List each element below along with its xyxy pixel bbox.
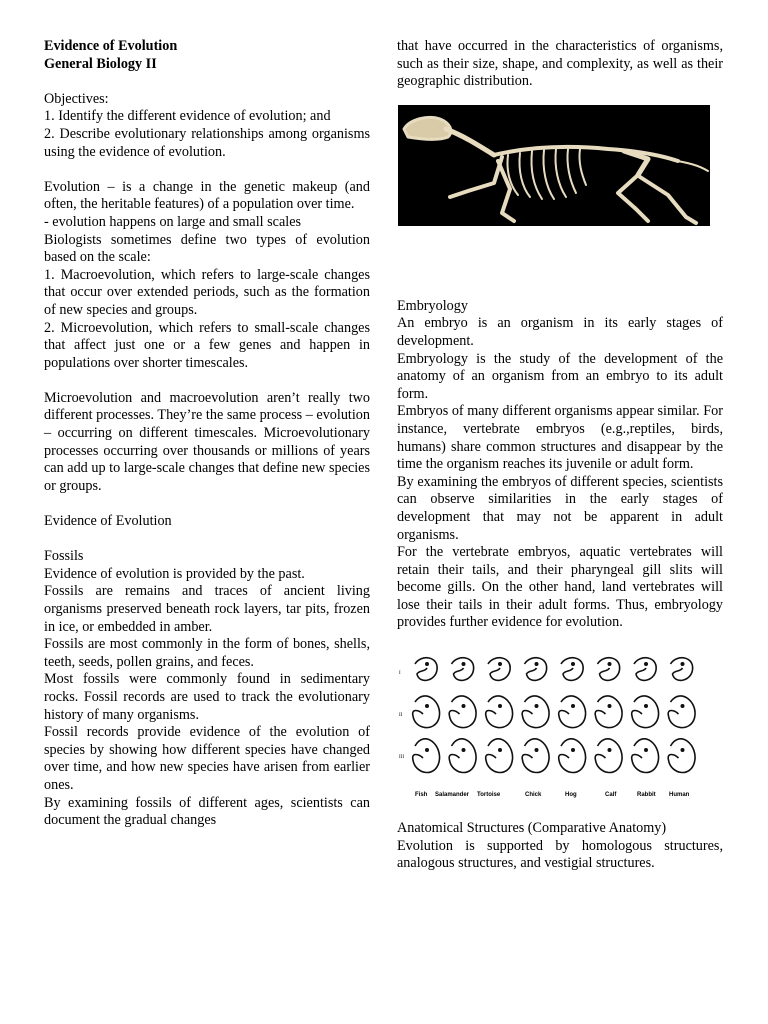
embryo-eye [608, 662, 612, 666]
embryo-species-label-tortoise: Tortoise [477, 792, 501, 799]
embryo-eye [498, 662, 502, 666]
embryo-sketch [671, 658, 693, 681]
embryo-sketch [632, 739, 659, 773]
embryo-eye [498, 704, 502, 708]
embryology-paragraph-3: Embryos of many different organisms appear similar. For instance, vertebrate embryos (e.g.,reptiles, birds, humans) share common structures and disappear by the time the organism reaches its juvenile or adult form. [397, 403, 723, 473]
embryo-sketch [449, 739, 476, 773]
embryo-eye [498, 748, 502, 752]
embryo-sketch [634, 658, 656, 681]
evidence-heading: Evidence of Evolution [44, 513, 172, 530]
embryology-paragraph-5: For the vertebrate embryos, aquatic vertebrates will retain their tails, and their pharyngeal gill slits will become gills. On the other hand, land vertebrates will lose their tails in their adult forms. Thus, embryology provides further evidence for evolution. [397, 544, 723, 631]
macroevolution-paragraph: 1. Macroevolution, which refers to large-scale changes that occur over extended periods, such as the formation of new species and groups. [44, 266, 370, 318]
embryo-row-label-1: I [399, 671, 401, 677]
embryo-species-label-rabbit: Rabbit [637, 792, 656, 799]
embryo-eye [644, 704, 648, 708]
anatomy-paragraph-1: Evolution is supported by homologous structures, analogous structures, and vestigial structures. [397, 837, 723, 872]
embryo-sketch [559, 696, 586, 728]
objective-2: 2. Describe evolutionary relationships among organisms using the evidence of evolution. [44, 125, 370, 160]
objective-1: 1. Identify the different evidence of evolution; and [44, 108, 331, 125]
embryo-sketch [413, 696, 440, 728]
embryo-sketch [488, 658, 510, 681]
microevolution-paragraph: 2. Microevolution, which refers to small-scale changes that affect just one or a few genes and happen in populations over shorter timescales. [44, 319, 370, 371]
embryo-species-label-hog: Hog [565, 792, 577, 799]
embryo-row-label-3: III [399, 755, 404, 761]
embryo-sketch [595, 696, 622, 728]
embryo-species-label-salamander: Salamander [435, 792, 470, 799]
embryo-eye [425, 704, 429, 708]
embryo-eye [644, 748, 648, 752]
embryo-eye [462, 704, 466, 708]
two-types-paragraph: Biologists sometimes define two types of evolution based on the scale: [44, 231, 370, 266]
document-subtitle: General Biology II [44, 55, 157, 72]
embryology-heading: Embryology [397, 297, 468, 314]
embryo-eye [535, 662, 539, 666]
embryology-paragraph-2: Embryology is the study of the development of the anatomy of an organism from an embryo to its adult form. [397, 350, 723, 402]
embryo-eye [681, 662, 685, 666]
embryo-sketch [486, 739, 513, 773]
embryo-eye [425, 748, 429, 752]
embryo-eye [571, 704, 575, 708]
horse-skeleton-image [398, 105, 710, 226]
embryo-sketch [449, 696, 476, 728]
embryology-paragraph-1: An embryo is an organism in its early stages of development. [397, 315, 723, 349]
objectives-heading: Objectives: [44, 90, 109, 107]
embryo-eye [462, 748, 466, 752]
embryo-species-label-human: Human [669, 792, 690, 799]
embryo-species-label-chick: Chick [525, 792, 542, 799]
same-process-paragraph: Microevolution and macroevolution aren’t really two different processes. They’re the same process – evolution – occurring on different timescales. Microevolutionary processes occurring over thousands or millions of years can add up to large-scale changes that define new species or groups. [44, 389, 370, 494]
horse-skeleton-drawing [398, 105, 710, 226]
embryo-sketch [559, 739, 586, 773]
evolution-scale-note: - evolution happens on large and small scales [44, 213, 302, 230]
embryo-eye [681, 748, 685, 752]
document-title: Evidence of Evolution [44, 38, 178, 54]
fossils-paragraph-5: Fossil records provide evidence of the evolution of species by showing how different species have changed over time, and how new species have arisen from earlier ones. [44, 724, 370, 793]
embryo-species-label-fish: Fish [415, 792, 428, 799]
fossils-continued-paragraph: that have occurred in the characteristics of organisms, such as their size, shape, and complexity, as well as their geographic distribution. [397, 38, 723, 90]
embryo-sketch [598, 658, 620, 681]
fossils-paragraph-3: Fossils are most commonly in the form of bones, shells, teeth, seeds, pollen grains, and feces. [44, 636, 370, 670]
embryo-eye [535, 748, 539, 752]
embryo-sketch [561, 658, 583, 681]
embryo-sketch [632, 696, 659, 728]
left-column [44, 38, 370, 830]
fossils-heading: Fossils [44, 548, 84, 565]
embryo-sketch [415, 658, 437, 681]
embryo-sketch [452, 658, 474, 681]
embryo-row-label-2: II [399, 713, 403, 719]
embryo-sketch [668, 739, 695, 773]
embryo-sketch [595, 739, 622, 773]
embryo-eye [644, 662, 648, 666]
embryo-comparison-image [397, 650, 709, 800]
embryo-eye [571, 748, 575, 752]
embryo-sketch [525, 658, 547, 681]
embryo-eye [608, 704, 612, 708]
embryo-eye [535, 704, 539, 708]
right-column [397, 38, 723, 873]
anatomy-heading: Anatomical Structures (Comparative Anatomy) [397, 820, 667, 837]
embryo-sketch [486, 696, 513, 728]
embryo-eye [425, 662, 429, 666]
embryo-eye [462, 662, 466, 666]
embryo-eye [608, 748, 612, 752]
fossils-paragraph-4: Most fossils were commonly found in sedimentary rocks. Fossil records are used to track the evolutionary history of many organisms. [44, 671, 370, 723]
embryo-sketch [413, 739, 440, 773]
embryo-comparison-drawing [397, 650, 709, 800]
embryo-eye [681, 704, 685, 708]
fossils-paragraph-2: Fossils are remains and traces of ancient living organisms preserved beneath rock layers, tar pits, frozen in ice, or embedded in amber. [44, 583, 370, 635]
fossils-paragraph-6: By examining fossils of different ages, scientists can document the gradual changes [44, 794, 370, 829]
fossils-paragraph-1: Evidence of evolution is provided by the past. [44, 565, 305, 582]
embryo-sketch [522, 739, 549, 773]
evolution-definition: Evolution – is a change in the genetic makeup (and often, the heritable features) of a population over time. [44, 178, 370, 213]
embryo-sketch [668, 696, 695, 728]
embryo-species-label-calf: Calf [605, 792, 617, 799]
embryo-sketch [522, 696, 549, 728]
embryology-paragraph-4: By examining the embryos of different species, scientists can observe similarities in the early stages of development that may not be apparent in adult organisms. [397, 473, 723, 543]
embryo-eye [571, 662, 575, 666]
